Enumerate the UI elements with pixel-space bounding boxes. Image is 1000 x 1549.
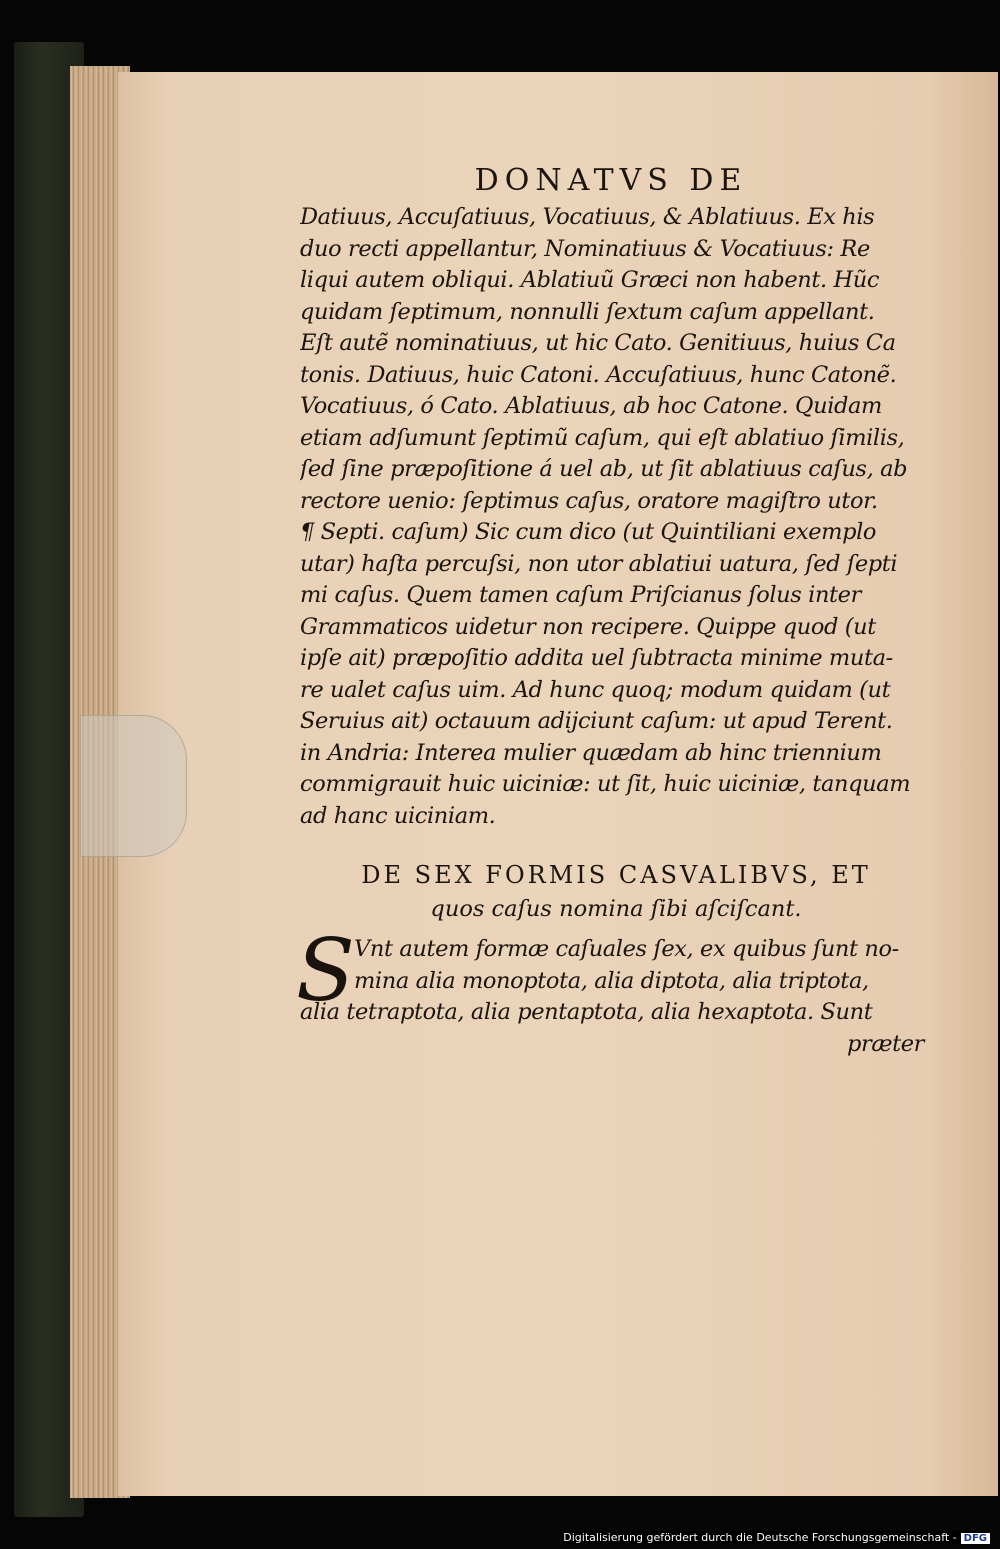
section-subheading: quos caſus nomina ſibi aſciſcant. bbox=[430, 896, 802, 922]
text-line: commigrauit huic uiciniæ: ut ſit, huic uiciniæ, tanquam bbox=[300, 771, 911, 797]
catchword: præter bbox=[846, 1030, 924, 1057]
section-heading: DE SEX FORMIS CASVALIBVS, ET bbox=[361, 861, 871, 889]
dfg-logo: DFG bbox=[961, 1533, 990, 1544]
text-line: mina alia monoptota, alia diptota, alia triptota, bbox=[354, 967, 869, 994]
text-line: alia tetraptota, alia pentaptota, alia hexaptota. Sunt bbox=[300, 999, 873, 1025]
running-header: DONATVS DE bbox=[474, 163, 748, 198]
text-line: in Andria: Interea mulier quædam ab hinc triennium bbox=[300, 739, 882, 766]
text-line: etiam adſumunt ſeptimũ caſum, qui eſt ablatiuo ſimilis, bbox=[300, 424, 905, 451]
text-line: Vocatiuus, ó Cato. Ablatiuus, ab hoc Catone. Quidam bbox=[300, 393, 882, 419]
text-line: rectore uenio: ſeptimus caſus, oratore magiſtro utor. bbox=[300, 487, 878, 514]
text-line: tonis. Datiuus, huic Catoni. Accuſatiuus, hunc Catonẽ. bbox=[300, 361, 897, 388]
text-line: mi caſus. Quem tamen caſum Priſcianus ſolus inter bbox=[300, 582, 861, 608]
paragraph bbox=[296, 921, 932, 1060]
text-line: Grammaticos uidetur non recipere. Quippe quod (ut bbox=[300, 613, 876, 640]
drop-capital: S bbox=[296, 921, 355, 1021]
text-line: liqui autem obliqui. Ablatiuũ Græci non habent. Hũc bbox=[300, 267, 880, 293]
text-line: ſed ſine præpoſitione á uel ab, ut ſit ablatiuus caſus, ab bbox=[300, 456, 908, 482]
text-line: Eſt autẽ nominatiuus, ut hic Cato. Genitiuus, huius Ca bbox=[300, 330, 896, 356]
text-line: ¶ Septi. caſum) Sic cum dico (ut Quintiliani exemplo bbox=[300, 519, 877, 545]
text-line: Datiuus, Accuſatiuus, Vocatiuus, & Ablatiuus. Ex his bbox=[300, 204, 875, 230]
digitization-credit bbox=[563, 1531, 990, 1544]
bookmark-tab bbox=[80, 715, 187, 857]
text-line: Vnt autem formæ caſuales ſex, ex quibus ſunt no- bbox=[354, 936, 899, 962]
text-line: ipſe ait) præpoſitio addita uel ſubtracta minime muta- bbox=[300, 645, 893, 671]
text-line: re ualet caſus uim. Ad hunc quoq; modum quidam (ut bbox=[300, 676, 891, 703]
text-line: ad hanc uiciniam. bbox=[300, 802, 496, 829]
page-text bbox=[296, 160, 932, 1060]
credit-text: Digitalisierung gefördert durch die Deutsche Forschungsgemeinschaft - bbox=[563, 1531, 957, 1544]
text-line: Seruius ait) octauum adijciunt caſum: ut apud Terent. bbox=[300, 708, 893, 734]
text-line: duo recti appellantur, Nominatiuus & Vocatiuus: Re bbox=[300, 235, 870, 262]
text-line: quidam ſeptimum, nonnulli ſextum caſum appellant. bbox=[300, 298, 875, 325]
text-line: utar) haſta percuſsi, non utor ablatiui uatura, ſed ſepti bbox=[300, 550, 898, 577]
